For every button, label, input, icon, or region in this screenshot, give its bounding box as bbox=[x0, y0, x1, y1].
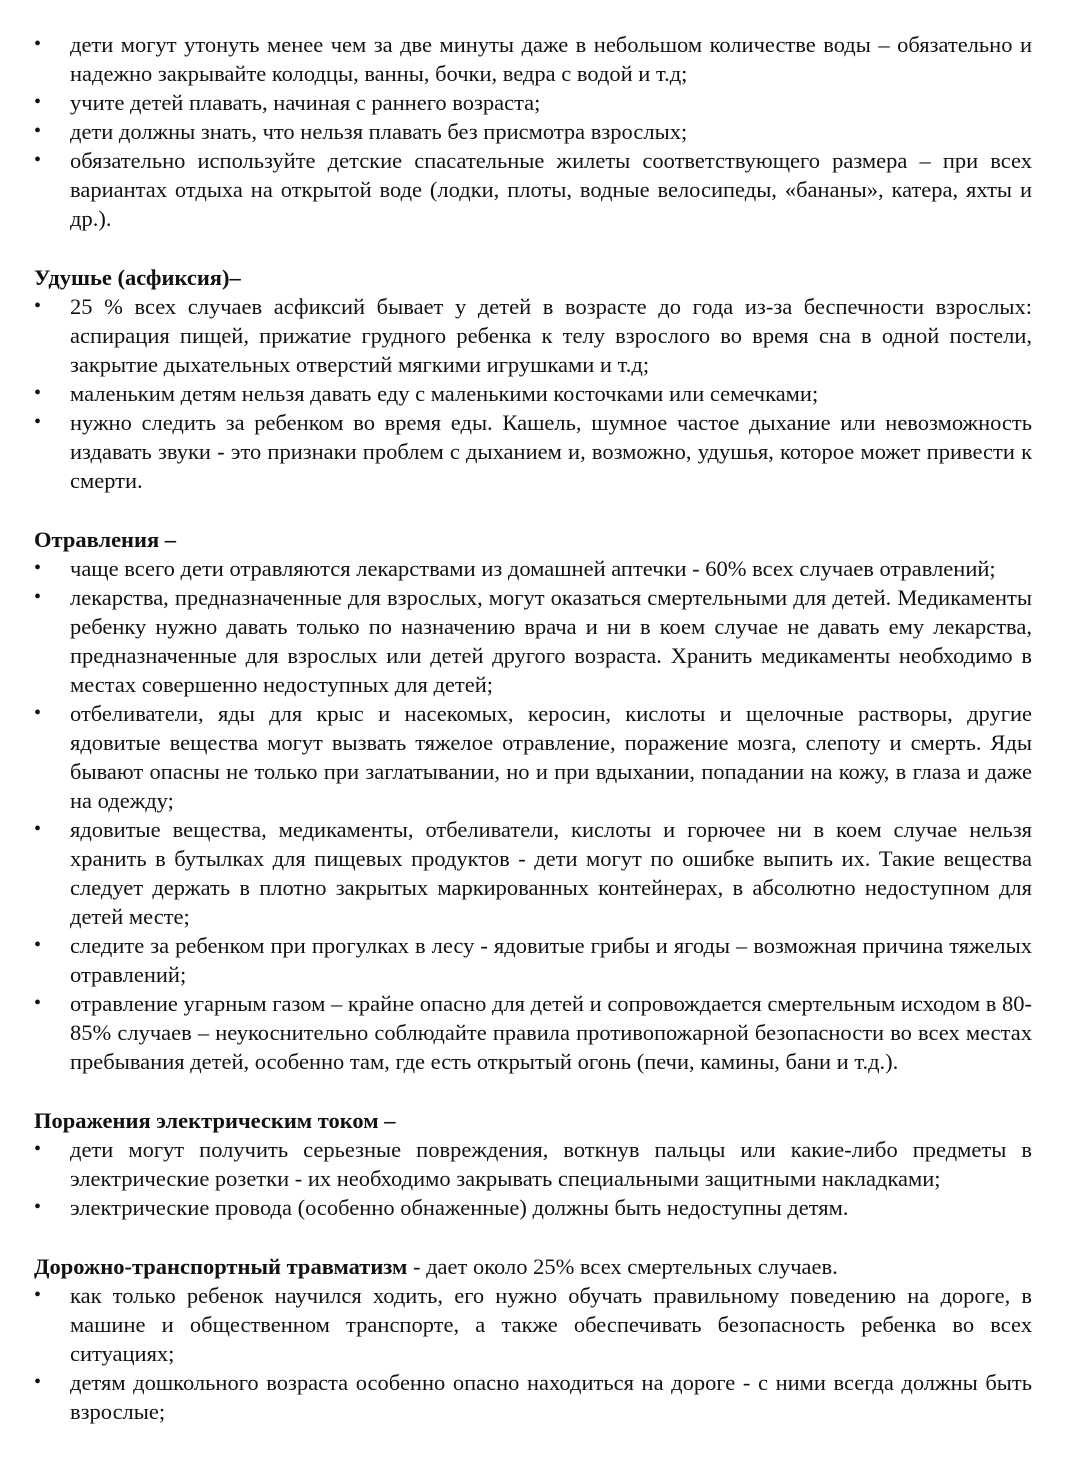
bullet-icon: • bbox=[34, 702, 42, 724]
list-item-text: отбеливатели, яды для крыс и насекомых, керосин, кислоты и щелочные растворы, другие ядовитые вещества могут вызвать тяжелое отравление, поражение мозга, слепоту и смерть. Яды бывают опасны не только при заглатывании, но и при вдыхании, попадании на кожу, в глаза и даже на одежду; bbox=[70, 701, 1032, 813]
section-heading: Удушье (асфиксия)– bbox=[34, 265, 241, 290]
list-item bbox=[34, 931, 1032, 989]
section-drowning bbox=[34, 30, 1032, 233]
bullet-icon: • bbox=[34, 149, 42, 171]
bullet-icon: • bbox=[34, 382, 42, 404]
list-item-text: учите детей плавать, начиная с раннего возраста; bbox=[70, 90, 541, 115]
bullet-icon: • bbox=[34, 557, 42, 579]
list-item bbox=[34, 554, 1032, 583]
bullet-icon: • bbox=[34, 992, 42, 1014]
bullet-list bbox=[34, 554, 1032, 1076]
list-item bbox=[34, 1135, 1032, 1193]
section-heading bbox=[34, 1252, 1032, 1281]
list-item-text: обязательно используйте детские спасательные жилеты соответствующего размера – при всех вариантах отдыха на открытой воде (лодки, плоты, водные велосипеды, «бананы», катера, яхты и др.). bbox=[70, 148, 1032, 231]
list-item bbox=[34, 292, 1032, 379]
list-item bbox=[34, 699, 1032, 815]
list-item bbox=[34, 30, 1032, 88]
list-item bbox=[34, 88, 1032, 117]
bullet-icon: • bbox=[34, 934, 42, 956]
bullet-icon: • bbox=[34, 1196, 42, 1218]
list-item-text: лекарства, предназначенные для взрослых, могут оказаться смертельными для детей. Медикаменты ребенку нужно давать только по назначению врача и ни в коем случае не давать ему лекарства, предназначенные для взрослых или детей другого возраста. Хранить медикаменты необходимо в местах совершенно недоступных для детей; bbox=[70, 585, 1032, 697]
list-item bbox=[34, 1368, 1032, 1426]
list-item bbox=[34, 815, 1032, 931]
bullet-icon: • bbox=[34, 1284, 42, 1306]
list-item-text: отравление угарным газом – крайне опасно для детей и сопровождается смертельным исходом в 80-85% случаев – неукоснительно соблюдайте правила противопожарной безопасности во всех местах пребывания детей, особенно там, где есть открытый огонь (печи, камины, бани и т.д.). bbox=[70, 991, 1032, 1074]
list-item bbox=[34, 1193, 1032, 1222]
list-item-text: дети могут получить серьезные повреждения, воткнув пальцы или какие-либо предметы в электрические розетки - их необходимо закрывать специальными защитными накладками; bbox=[70, 1137, 1032, 1191]
section-heading-title: Дорожно-транспортный травматизм bbox=[34, 1254, 408, 1279]
list-item-text: как только ребенок научился ходить, его нужно обучать правильному поведению на дороге, в машине и общественном транспорте, а также обеспечивать безопасность ребенка во всех ситуациях; bbox=[70, 1283, 1032, 1366]
bullet-icon: • bbox=[34, 411, 42, 433]
bullet-icon: • bbox=[34, 1371, 42, 1393]
bullet-list bbox=[34, 30, 1032, 233]
list-item-text: чаще всего дети отравляются лекарствами из домашней аптечки - 60% всех случаев отравлений; bbox=[70, 556, 996, 581]
list-item-text: дети должны знать, что нельзя плавать без присмотра взрослых; bbox=[70, 119, 688, 144]
bullet-icon: • bbox=[34, 586, 42, 608]
bullet-icon: • bbox=[34, 818, 42, 840]
bullet-icon: • bbox=[34, 295, 42, 317]
list-item bbox=[34, 583, 1032, 699]
list-item bbox=[34, 379, 1032, 408]
section-electric-shock bbox=[34, 1106, 1032, 1222]
list-item-text: нужно следить за ребенком во время еды. Кашель, шумное частое дыхание или невозможность издавать звуки - это признаки проблем с дыханием и, возможно, удушья, которое может привести к смерти. bbox=[70, 410, 1032, 493]
bullet-icon: • bbox=[34, 120, 42, 142]
list-item bbox=[34, 146, 1032, 233]
list-item bbox=[34, 408, 1032, 495]
list-item bbox=[34, 117, 1032, 146]
list-item-text: дети могут утонуть менее чем за две минуты даже в небольшом количестве воды – обязательно и надежно закрывайте колодцы, ванны, бочки, ведра с водой и т.д; bbox=[70, 32, 1032, 86]
list-item-text: следите за ребенком при прогулках в лесу - ядовитые грибы и ягоды – возможная причина тяжелых отравлений; bbox=[70, 933, 1032, 987]
section-asphyxia bbox=[34, 263, 1032, 495]
list-item bbox=[34, 989, 1032, 1076]
section-road-traffic bbox=[34, 1252, 1032, 1426]
bullet-list bbox=[34, 1135, 1032, 1222]
section-heading-rest: - дает около 25% всех смертельных случаев. bbox=[407, 1254, 838, 1279]
list-item-text: ядовитые вещества, медикаменты, отбеливатели, кислоты и горючее ни в коем случае нельзя хранить в бутылках для пищевых продуктов - дети могут по ошибке выпить их. Такие вещества следует держать в плотно закрытых маркированных контейнерах, в абсолютно недоступном для детей месте; bbox=[70, 817, 1032, 929]
list-item-text: детям дошкольного возраста особенно опасно находиться на дороге - с ними всегда должны быть взрослые; bbox=[70, 1370, 1032, 1424]
list-item-text: маленьким детям нельзя давать еду с маленькими косточками или семечками; bbox=[70, 381, 819, 406]
bullet-icon: • bbox=[34, 91, 42, 113]
section-heading: Поражения электрическим током – bbox=[34, 1108, 396, 1133]
list-item bbox=[34, 1281, 1032, 1368]
bullet-icon: • bbox=[34, 33, 42, 55]
bullet-list bbox=[34, 292, 1032, 495]
section-poisoning bbox=[34, 525, 1032, 1076]
section-heading: Отравления – bbox=[34, 527, 177, 552]
list-item-text: 25 % всех случаев асфиксий бывает у детей в возрасте до года из-за беспечности взрослых: аспирация пищей, прижатие грудного ребенка к телу взрослого во время сна в одной постели, закрытие дыхательных отверстий мягкими игрушками и т.д; bbox=[70, 294, 1032, 377]
list-item-text: электрические провода (особенно обнаженные) должны быть недоступны детям. bbox=[70, 1195, 849, 1220]
bullet-list bbox=[34, 1281, 1032, 1426]
bullet-icon: • bbox=[34, 1138, 42, 1160]
